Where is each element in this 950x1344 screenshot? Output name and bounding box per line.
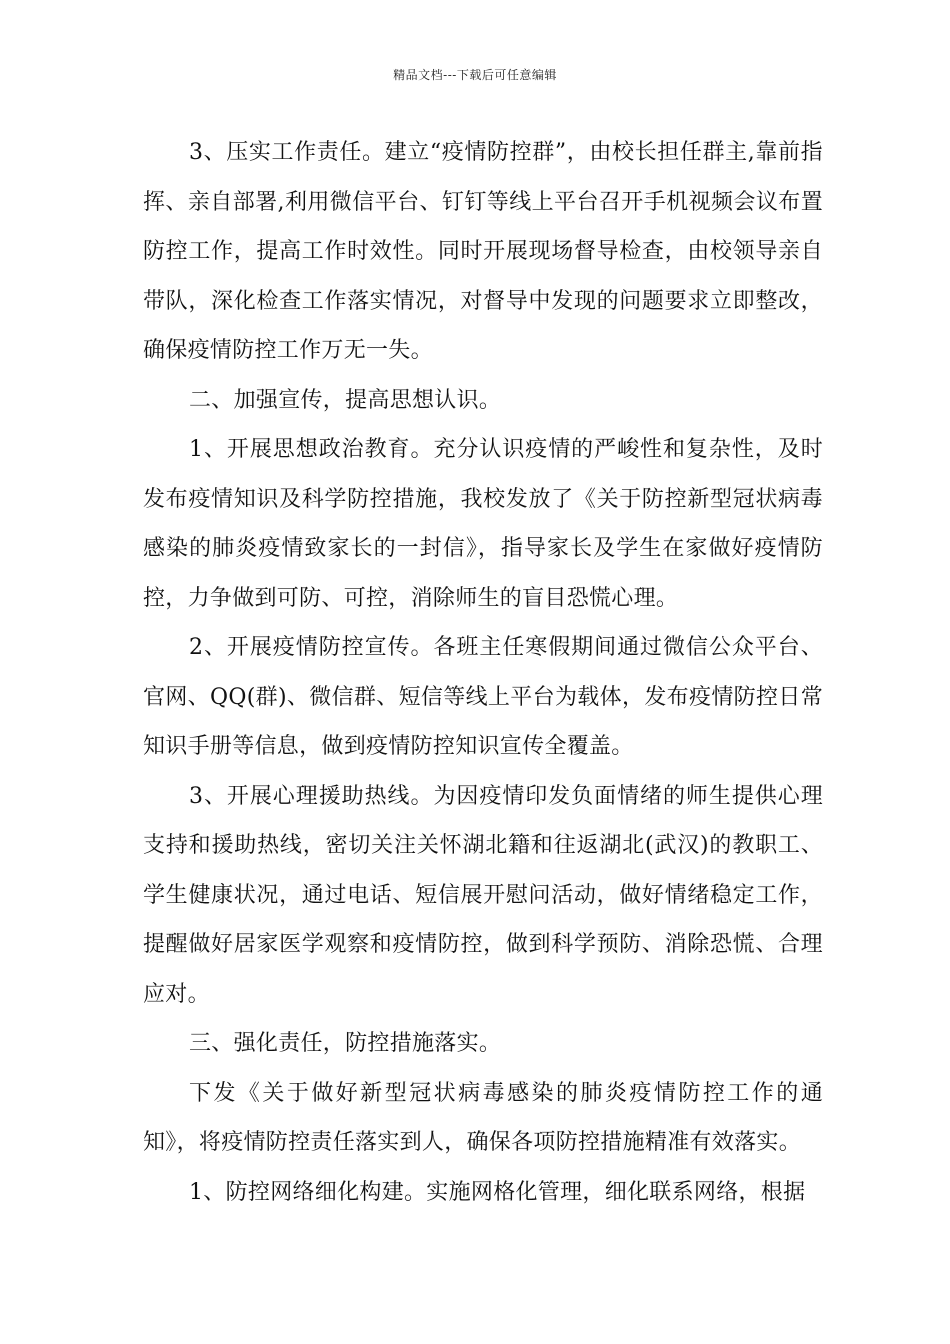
section-heading-publicity: 二、加强宣传，提高思想认识。 bbox=[189, 387, 502, 413]
paragraph-notice: 下发《关于做好新型冠状病毒感染的肺炎疫情防控工作的通知》，将疫情防控责任落实到人，确保各项防控措施精准有效落实。 bbox=[143, 1080, 823, 1155]
document-body bbox=[143, 128, 823, 1217]
paragraph-psychological-hotline: 3、开展心理援助热线。为因疫情印发负面情绪的师生提供心理支持和援助热线，密切关注关怀湖北籍和往返湖北(武汉)的教职工、学生健康状况，通过电话、短信展开慰问活动，做好情绪稳定工作，提醒做好居家医学观察和疫情防控，做到科学预防、消除恐慌、合理应对。 bbox=[143, 783, 823, 1007]
paragraph-political-education: 1、开展思想政治教育。充分认识疫情的严峻性和复杂性，及时发布疫情知识及科学防控措施，我校发放了《关于防控新型冠状病毒感染的肺炎疫情致家长的一封信》，指导家长及学生在家做好疫情防控，力争做到可防、可控，消除师生的盲目恐慌心理。 bbox=[143, 437, 823, 611]
paragraph-network: 1、防控网络细化构建。实施网格化管理，细化联系网络，根据 bbox=[189, 1179, 806, 1205]
page-header: 精品文档---下载后可任意编辑 bbox=[393, 68, 557, 82]
section-heading-responsibility: 三、强化责任，防控措施落实。 bbox=[189, 1031, 502, 1056]
paragraph-prevention-publicity: 2、开展疫情防控宣传。各班主任寒假期间通过微信公众平台、官网、QQ(群)、微信群、短信等线上平台为载体，发布疫情防控日常知识手册等信息，做到疫情防控知识宣传全覆盖。 bbox=[143, 635, 823, 759]
paragraph-responsibility: 3、压实工作责任。建立“疫情防控群”，由校长担任群主,靠前指挥、亲自部署,利用微信平台、钉钉等线上平台召开手机视频会议布置防控工作，提高工作时效性。同时开展现场督导检查，由校领导亲自带队，深化检查工作落实情况，对督导中发现的问题要求立即整改，确保疫情防控工作万无一失。 bbox=[143, 140, 823, 363]
